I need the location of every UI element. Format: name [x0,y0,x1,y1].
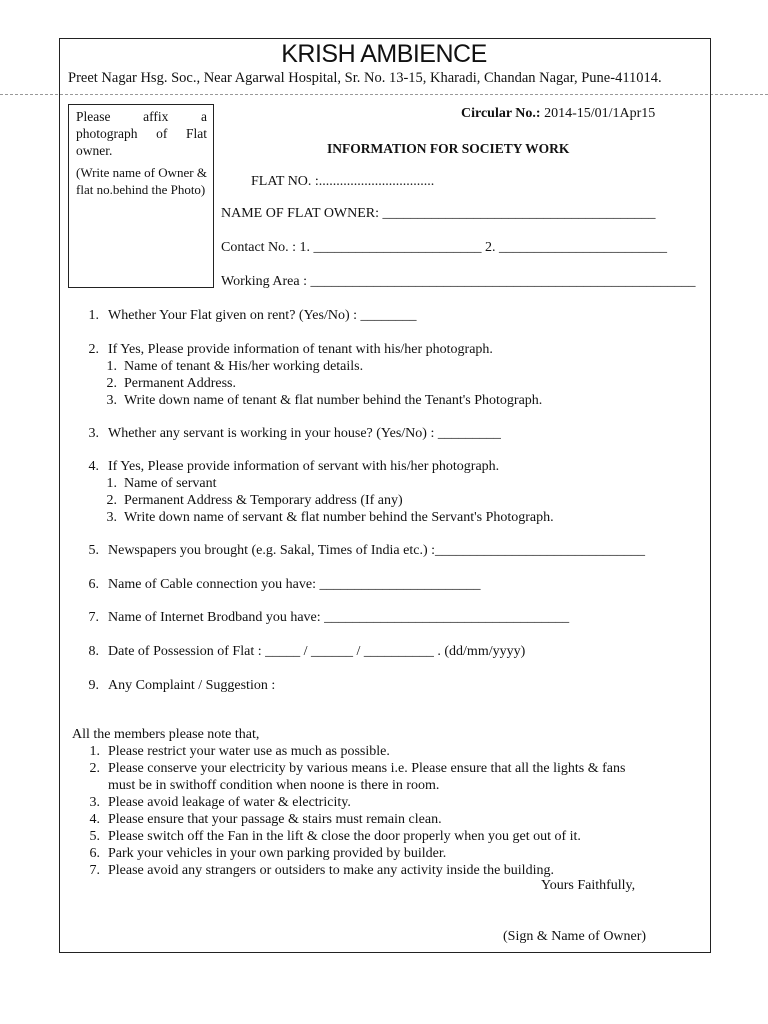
owner-name-field: NAME OF FLAT OWNER: _______________________________________ [221,206,656,221]
circular-label: Circular No.: [461,106,541,121]
note-item: 4. Please ensure that your passage & stairs must remain clean. [89,812,442,827]
note-item: 7. Please avoid any strangers or outsiders to make any activity inside the building. [89,863,554,878]
servant-item: 3. Write down name of servant & flat number behind the Servant's Photograph. [106,510,554,525]
notes-intro: All the members please note that, [72,727,260,742]
tenant-item: 1. Name of tenant & His/her working details. [106,359,364,374]
contact-field: Contact No. : 1. ________________________ 2. ________________________ [221,240,668,255]
question-5: 5. Newspapers you brought (e.g. Sakal, Times of India etc.) :______________________________ [88,543,645,558]
question-1: 1. Whether Your Flat given on rent? (Yes/No) : ________ [88,308,417,323]
servant-item: 2. Permanent Address & Temporary address (If any) [106,493,403,508]
flat-no-field: FLAT NO. :................................. [251,174,435,189]
question-2: 2. If Yes, Please provide information of tenant with his/her photograph. [88,342,493,357]
note-item: 2. Please conserve your electricity by various means i.e. Please ensure that all the lights & fans must be in swithoff condition when noone is there in room. [89,761,626,793]
form-title: INFORMATION FOR SOCIETY WORK [327,141,570,156]
tenant-item: 3. Write down name of tenant & flat number behind the Tenant's Photograph. [106,393,543,408]
photo-instruction: Please affix a photograph of Flat owner. [76,109,207,158]
question-6: 6. Name of Cable connection you have: _______________________ [88,577,481,592]
photo-placeholder-box [68,104,214,288]
signature-line: (Sign & Name of Owner) [503,929,647,944]
question-7: 7. Name of Internet Brodband you have: ___________________________________ [88,610,570,625]
note-item: 1. Please restrict your water use as much as possible. [89,744,390,759]
question-9: 9. Any Complaint / Suggestion : [88,678,276,693]
note-item: 5. Please switch off the Fan in the lift & close the door properly when you get out of it. [89,829,581,844]
yours-faithfully: Yours Faithfully, [541,878,636,893]
question-4: 4. If Yes, Please provide information of servant with his/her photograph. [88,459,500,474]
photo-note: (Write name of Owner & flat no.behind the Photo) [76,165,207,197]
working-area-field: Working Area : _______________________________________________________ [221,274,696,289]
society-title: KRISH AMBIENCE [281,40,487,68]
servant-item: 1. Name of servant [106,476,217,491]
society-address: Preet Nagar Hsg. Soc., Near Agarwal Hospital, Sr. No. 13-15, Kharadi, Chandan Nagar, Pune-411014. [68,70,662,86]
note-item: 3. Please avoid leakage of water & electricity. [89,795,351,810]
circular-number [461,106,655,122]
tenant-item: 2. Permanent Address. [106,376,236,391]
note-item: 6. Park your vehicles in your own parking provided by builder. [89,846,447,861]
question-3: 3. Whether any servant is working in your house? (Yes/No) : _________ [88,426,501,441]
question-8: 8. Date of Possession of Flat : _____ / ______ / __________ . (dd/mm/yyyy) [88,644,526,659]
circular-value: 2014-15/01/1Apr15 [544,106,656,121]
